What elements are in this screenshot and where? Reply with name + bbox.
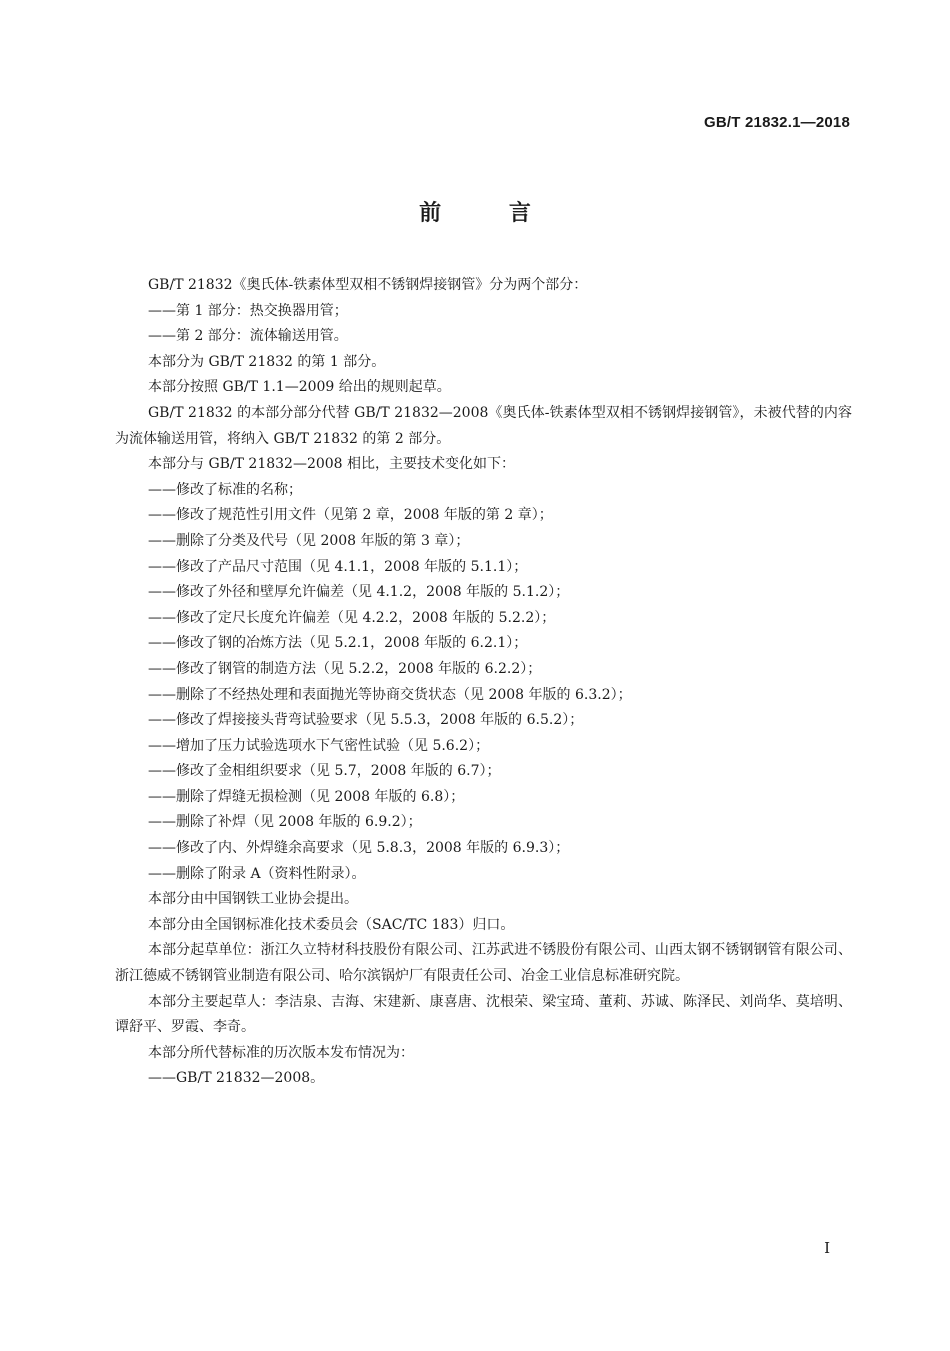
paragraph: 本部分由中国钢铁工业协会提出。: [148, 891, 358, 908]
document-body: [115, 273, 852, 1092]
list-item: ——修改了钢管的制造方法（见 5.2.2，2008 年版的 6.2.2）；: [148, 660, 542, 677]
paragraph: 本部分由全国钢标准化技术委员会（SAC/TC 183）归口。: [148, 916, 515, 933]
list-item: ——修改了钢的冶炼方法（见 5.2.1，2008 年版的 6.2.1）；: [148, 635, 528, 652]
paragraph: 本部分按照 GB/T 1.1—2009 给出的规则起草。: [148, 379, 451, 396]
standard-code: GB/T 21832.1—2018: [704, 114, 850, 131]
paragraph: 本部分主要起草人：李洁泉、吉海、宋建新、康喜唐、沈根荣、梁宝琦、董莉、苏诚、陈泽民、刘尚华、莫培明、谭舒平、罗霞、李奇。: [115, 993, 852, 1036]
list-item: ——修改了焊接接头背弯试验要求（见 5.5.3，2008 年版的 6.5.2）；: [148, 712, 584, 729]
page-number: I: [824, 1239, 830, 1257]
paragraph: 本部分为 GB/T 21832 的第 1 部分。: [148, 353, 386, 370]
list-item: ——修改了外径和壁厚允许偏差（见 4.1.2，2008 年版的 5.1.2）；: [148, 584, 570, 601]
paragraph: GB/T 21832 的本部分部分代替 GB/T 21832—2008《奥氏体-铁素体型双相不锈钢焊接钢管》，未被代替的内容为流体输送用管，将纳入 GB/T 21832 的第 2 部分。: [115, 404, 852, 447]
paragraph: 本部分所代替标准的历次版本发布情况为：: [148, 1044, 414, 1061]
list-item: ——修改了标准的名称；: [148, 481, 302, 498]
list-item: ——修改了定尺长度允许偏差（见 4.2.2，2008 年版的 5.2.2）；: [148, 609, 556, 626]
paragraph: 本部分与 GB/T 21832—2008 相比，主要技术变化如下：: [148, 456, 516, 473]
paragraph: 本部分起草单位：浙江久立特材科技股份有限公司、江苏武进不锈股份有限公司、山西太钢不锈钢钢管有限公司、浙江德威不锈钢管业制造有限公司、哈尔滨锅炉厂有限责任公司、冶金工业信息标准研究院。: [115, 942, 852, 985]
list-item: ——第 2 部分：流体输送用管。: [148, 328, 348, 345]
page-title: 前 言: [419, 201, 561, 226]
list-item: ——删除了不经热处理和表面抛光等协商交货状态（见 2008 年版的 6.3.2）；: [148, 686, 632, 703]
list-item: ——修改了内、外焊缝余高要求（见 5.8.3，2008 年版的 6.9.3）；: [148, 840, 570, 857]
list-item: ——删除了焊缝无损检测（见 2008 年版的 6.8）；: [148, 788, 465, 805]
list-item: ——修改了金相组织要求（见 5.7，2008 年版的 6.7）；: [148, 763, 501, 780]
list-item: ——删除了附录 A（资料性附录）。: [148, 865, 366, 882]
paragraph: GB/T 21832《奥氏体-铁素体型双相不锈钢焊接钢管》分为两个部分：: [148, 277, 588, 293]
list-item: ——增加了压力试验选项水下气密性试验（见 5.6.2）；: [148, 737, 490, 754]
list-item: ——GB/T 21832—2008。: [148, 1070, 325, 1087]
list-item: ——删除了分类及代号（见 2008 年版的第 3 章）；: [148, 532, 470, 549]
list-item: ——修改了产品尺寸范围（见 4.1.1，2008 年版的 5.1.1）；: [148, 558, 528, 575]
list-item: ——第 1 部分：热交换器用管；: [148, 302, 348, 319]
list-item: ——修改了规范性引用文件（见第 2 章，2008 年版的第 2 章）；: [148, 507, 553, 524]
list-item: ——删除了补焊（见 2008 年版的 6.9.2）；: [148, 814, 422, 831]
